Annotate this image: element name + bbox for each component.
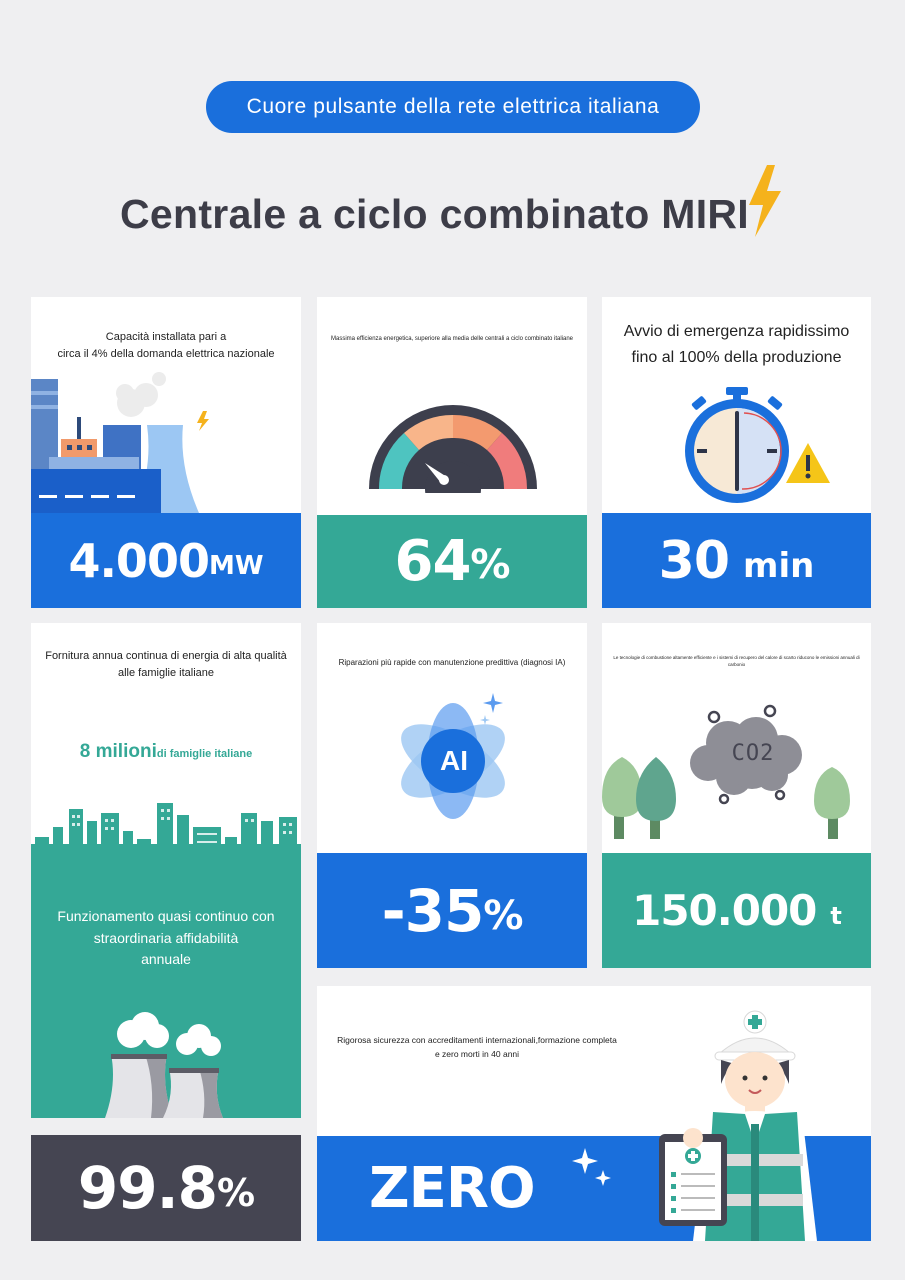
ai-label: AI [440, 745, 468, 776]
startup-value-band [602, 513, 871, 608]
repairs-value: -35 [381, 876, 484, 945]
startup-caption [610, 319, 863, 370]
reliability-value: 99.8 [77, 1154, 218, 1222]
repairs-value-band [317, 853, 587, 968]
capacity-unit: MW [208, 550, 264, 581]
reliability-value-band [31, 1135, 301, 1241]
startup-caption-line1: Avvio di emergenza rapidissimo [623, 323, 850, 340]
safety-card [317, 986, 871, 1241]
families-caption [39, 648, 293, 681]
repairs-caption: Riparazioni più rapide con manutenzione predittiva (diagnosi IA) [338, 658, 566, 667]
gauge-icon [365, 401, 541, 493]
reliability-value-card [31, 1135, 301, 1241]
reliability-panel [31, 844, 301, 1118]
efficiency-value-band [317, 515, 587, 608]
reliability-unit: % [217, 1171, 255, 1215]
safety-caption-line1: Rigorosa sicurezza con accreditamenti internazionali,formazione completa [337, 1035, 617, 1045]
families-card [31, 623, 301, 1118]
efficiency-value: 64 [394, 529, 471, 594]
carbon-value: 150.000 [632, 886, 817, 935]
page-title: Centrale a ciclo combinato MIRI [120, 190, 749, 237]
page-title-wrap [0, 185, 905, 249]
co2-trees-illustration [602, 703, 871, 843]
cooling-towers-illustration [101, 1004, 231, 1118]
efficiency-card [317, 297, 587, 608]
families-caption-line2: alle famiglie italiane [118, 666, 214, 679]
stopwatch-icon [682, 385, 842, 505]
reliability-caption-line1: Funzionamento quasi continuo con [57, 908, 275, 924]
capacity-card [31, 297, 301, 608]
startup-caption-line2: fino al 100% della produzione [631, 348, 842, 366]
reliability-caption-line2: straordinaria affidabilità [93, 929, 239, 946]
reliability-caption [39, 906, 293, 971]
safety-worker-illustration [657, 1004, 837, 1241]
families-caption-line1: Fornitura annua continua di energia di alta qualità [45, 650, 287, 662]
carbon-caption: Le tecnologie di combustione altamente efficiente e i sistemi di recupero del calore di scarto riducono le emissioni annuali di carbonio [613, 655, 860, 667]
repairs-unit: % [483, 892, 523, 939]
startup-unit: min [743, 545, 815, 586]
efficiency-unit: % [470, 541, 510, 588]
power-plant-illustration [31, 367, 301, 513]
capacity-caption [39, 329, 293, 362]
families-highlight [31, 741, 301, 763]
header-badge: Cuore pulsante della rete elettrica italiana [206, 81, 700, 133]
capacity-value-band [31, 513, 301, 608]
capacity-caption-line1: Capacità installata pari a [105, 331, 227, 343]
safety-value-wrap [369, 1136, 535, 1241]
carbon-unit: t [830, 901, 841, 930]
startup-card [602, 297, 871, 608]
families-highlight-small: di famiglie italiane [156, 748, 253, 760]
families-highlight-big: 8 milioni [79, 741, 157, 762]
efficiency-caption: Massima efficienza energetica, superiore alla media delle centrali a ciclo combinato italiane [330, 336, 573, 342]
sparkle-icon [571, 1146, 615, 1192]
capacity-caption-line2: circa il 4% della domanda elettrica nazionale [57, 347, 275, 360]
lightning-bolt-icon [745, 163, 785, 249]
safety-caption-line2: e zero morti in 40 anni [434, 1048, 520, 1059]
startup-value: 30 [658, 530, 730, 591]
carbon-value-band [602, 853, 871, 968]
reliability-caption-line3: annuale [141, 951, 191, 968]
safety-value: ZERO [369, 1156, 535, 1221]
repairs-card [317, 623, 587, 968]
co2-label: CO2 [731, 740, 775, 766]
carbon-card [602, 623, 871, 968]
capacity-value: 4.000 [68, 533, 209, 588]
safety-caption [327, 1034, 627, 1061]
